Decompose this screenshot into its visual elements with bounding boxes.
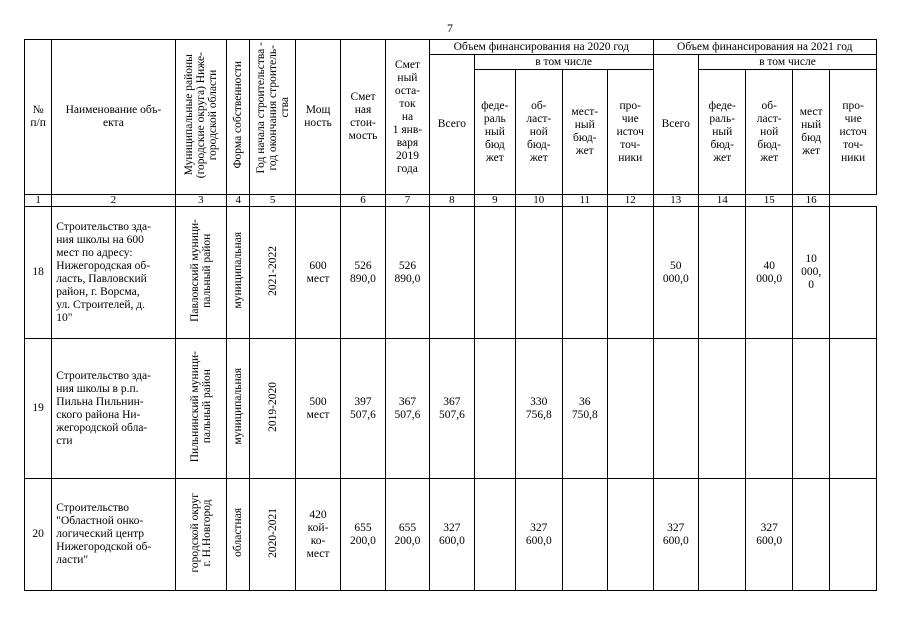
object-name: Строительство зда- ния школы на 600 мест по адресу: Нижегородская об- ласть, Павловский район, г. Ворсма, ул. Строителей, д. 10" xyxy=(52,207,175,339)
table-row xyxy=(25,479,877,591)
total-2021: 327 600,0 xyxy=(653,479,698,591)
table-row xyxy=(25,339,877,479)
local-2020: 36 750,8 xyxy=(562,339,607,479)
federal-2021 xyxy=(698,479,745,591)
row-number: 20 xyxy=(25,479,52,591)
header-financing-2020: Объем финансирования на 2020 год xyxy=(430,40,653,55)
estimated-remainder: 526 890,0 xyxy=(385,207,429,339)
regional-2020: 330 756,8 xyxy=(516,339,562,479)
header-total-2021: Всего xyxy=(653,55,698,195)
other-2020 xyxy=(607,339,653,479)
header-total-2020: Всего xyxy=(430,55,474,195)
district: Павловский муници- пальный район xyxy=(175,207,227,339)
header-financing-2021: Объем финансирования на 2021 год xyxy=(653,40,876,55)
table-row xyxy=(25,207,877,339)
header-regional-2020: об- ласт- ной бюд- жет xyxy=(516,70,562,195)
estimated-cost: 526 890,0 xyxy=(341,207,385,339)
column-number: 6 xyxy=(341,195,385,207)
column-number: 5 xyxy=(250,195,295,207)
financing-table xyxy=(24,39,877,591)
local-2021 xyxy=(792,339,829,479)
capacity: 420 кой- ко- мест xyxy=(295,479,340,591)
column-number: 1 xyxy=(25,195,52,207)
local-2020 xyxy=(562,207,607,339)
other-2020 xyxy=(607,207,653,339)
construction-years: 2019-2020 xyxy=(250,339,295,479)
federal-2021 xyxy=(698,339,745,479)
estimated-cost: 655 200,0 xyxy=(341,479,385,591)
estimated-cost: 397 507,6 xyxy=(341,339,385,479)
header-capacity: Мощ ность xyxy=(295,40,340,195)
row-number: 19 xyxy=(25,339,52,479)
column-number: 12 xyxy=(607,195,653,207)
column-number-row xyxy=(25,195,877,207)
header-including-2020: в том числе xyxy=(474,55,653,70)
district: городской округ г. Н.Новгород xyxy=(175,479,227,591)
regional-2021: 40 000,0 xyxy=(746,207,792,339)
capacity: 500 мест xyxy=(295,339,340,479)
other-2021 xyxy=(830,207,877,339)
header-local-2021: мест ный бюд жет xyxy=(792,70,829,195)
column-number: 9 xyxy=(474,195,515,207)
regional-2020 xyxy=(516,207,562,339)
federal-2021 xyxy=(698,207,745,339)
total-2020: 327 600,0 xyxy=(430,479,474,591)
column-number xyxy=(295,195,340,207)
row-number: 18 xyxy=(25,207,52,339)
object-name: Строительство "Областной онко- логический центр Нижегородской об- ласти" xyxy=(52,479,175,591)
header-other-2020: про- чие источ точ- ники xyxy=(607,70,653,195)
column-number: 14 xyxy=(698,195,745,207)
estimated-remainder: 655 200,0 xyxy=(385,479,429,591)
page-number: 7 xyxy=(447,21,453,35)
construction-years: 2021-2022 xyxy=(250,207,295,339)
header-years: Год начала строительства - год окончания строитель- ства xyxy=(250,40,295,195)
column-number: 8 xyxy=(430,195,474,207)
header-no: № п/п xyxy=(25,40,52,195)
header-federal-2020: феде- раль ный бюд жет xyxy=(474,70,515,195)
total-2020 xyxy=(430,207,474,339)
header-local-2020: мест- ный бюд- жет xyxy=(562,70,607,195)
object-name: Строительство зда- ния школы в р.п. Пильна Пильнин- ского района Ни- жегородской обла- сти xyxy=(52,339,175,479)
header-estimated-remainder: Смет ный оста- ток на 1 янв- варя 2019 года xyxy=(385,40,429,195)
column-number: 13 xyxy=(653,195,698,207)
federal-2020 xyxy=(474,339,515,479)
header-ownership: Форма собственности xyxy=(227,40,250,195)
district: Пильнинский муници- пальный район xyxy=(175,339,227,479)
header-object-name: Наименование объ- екта xyxy=(52,40,175,195)
other-2020 xyxy=(607,479,653,591)
other-2021 xyxy=(830,479,877,591)
regional-2021 xyxy=(746,339,792,479)
regional-2020: 327 600,0 xyxy=(516,479,562,591)
total-2020: 367 507,6 xyxy=(430,339,474,479)
ownership-form: муниципальная xyxy=(227,207,250,339)
estimated-remainder: 367 507,6 xyxy=(385,339,429,479)
header-other-2021: про- чие источ точ- ники xyxy=(830,70,877,195)
header-federal-2021: феде- раль- ный бюд- жет xyxy=(698,70,745,195)
capacity: 600 мест xyxy=(295,207,340,339)
ownership-form: муниципальная xyxy=(227,339,250,479)
local-2021: 10 000, 0 xyxy=(792,207,829,339)
total-2021 xyxy=(653,339,698,479)
header-districts: Муниципальные районы (городские округа) Ниже- городской области xyxy=(175,40,227,195)
other-2021 xyxy=(830,339,877,479)
total-2021: 50 000,0 xyxy=(653,207,698,339)
column-number: 10 xyxy=(516,195,562,207)
column-number: 15 xyxy=(746,195,792,207)
header-estimated-cost: Смет ная стои- мость xyxy=(341,40,385,195)
local-2020 xyxy=(562,479,607,591)
federal-2020 xyxy=(474,207,515,339)
column-number: 11 xyxy=(562,195,607,207)
column-number: 7 xyxy=(385,195,429,207)
column-number: 3 xyxy=(175,195,227,207)
header-regional-2021: об- ласт- ной бюд- жет xyxy=(746,70,792,195)
column-number: 4 xyxy=(227,195,250,207)
header-including-2021: в том числе xyxy=(698,55,876,70)
column-number: 2 xyxy=(52,195,175,207)
regional-2021: 327 600,0 xyxy=(746,479,792,591)
construction-years: 2020-2021 xyxy=(250,479,295,591)
local-2021 xyxy=(792,479,829,591)
column-number: 16 xyxy=(792,195,829,207)
federal-2020 xyxy=(474,479,515,591)
ownership-form: областная xyxy=(227,479,250,591)
